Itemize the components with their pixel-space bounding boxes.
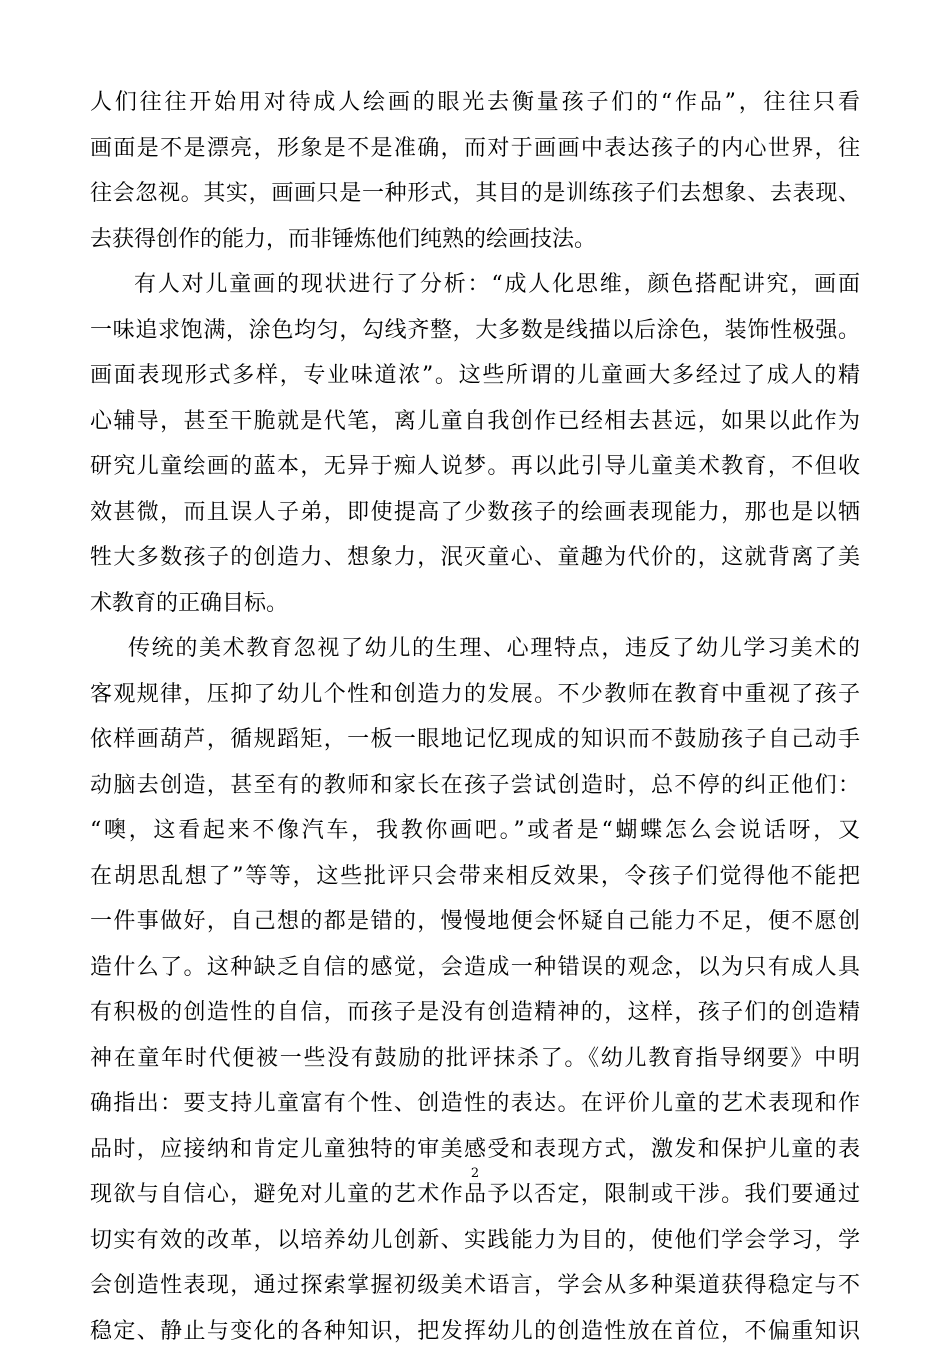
text-line: 去获得创作的能力，而非锤炼他们纯熟的绘画技法。 (90, 217, 860, 263)
text-line: 一件事做好，自己想的都是错的，慢慢地便会怀疑自己能力不足，便不愿创 (90, 899, 860, 945)
text-line: 一味追求饱满，涂色均匀，勾线齐整，大多数是线描以后涂色，装饰性极强。 (90, 308, 860, 354)
text-line: 客观规律，压抑了幼儿个性和创造力的发展。不少教师在教育中重视了孩子 (90, 672, 860, 718)
text-line: 效甚微，而且误人子弟，即使提高了少数孩子的绘画表现能力，那也是以牺 (90, 490, 860, 536)
text-line: 画面是不是漂亮，形象是不是准确，而对于画画中表达孩子的内心世界，往 (90, 126, 860, 172)
text-line: 心辅导，甚至干脆就是代笔，离儿童自我创作已经相去甚远，如果以此作为 (90, 399, 860, 445)
text-line: 牲大多数孩子的创造力、想象力，泯灭童心、童趣为代价的，这就背离了美 (90, 535, 860, 581)
text-line: 稳定、静止与变化的各种知识，把发挥幼儿的创造性放在首位，不偏重知识 (90, 1309, 860, 1354)
text-line: 画面表现形式多样，专业味道浓”。这些所谓的儿童画大多经过了成人的精 (90, 353, 860, 399)
text-line: 研究儿童绘画的蓝本，无异于痴人说梦。再以此引导儿童美术教育，不但收 (90, 444, 860, 490)
text-line: 确指出：要支持儿童富有个性、创造性的表达。在评价儿童的艺术表现和作 (90, 1081, 860, 1127)
text-line: 术教育的正确目标。 (90, 581, 860, 627)
text-line: 会创造性表现，通过探索掌握初级美术语言，学会从多种渠道获得稳定与不 (90, 1263, 860, 1309)
text-line: 品时，应接纳和肯定儿童独特的审美感受和表现方式，激发和保护儿童的表 (90, 1127, 860, 1173)
text-line: 神在童年时代便被一些没有鼓励的批评抹杀了。《幼儿教育指导纲要》中明 (90, 1036, 860, 1082)
text-line: “噢，这看起来不像汽车，我教你画吧。”或者是“蝴蝶怎么会说话呀，又 (90, 808, 860, 854)
text-line: 在胡思乱想了”等等，这些批评只会带来相反效果，令孩子们觉得他不能把 (90, 854, 860, 900)
text-line: 往会忽视。其实，画画只是一种形式，其目的是训练孩子们去想象、去表现、 (90, 171, 860, 217)
text-line: 依样画葫芦，循规蹈矩，一板一眼地记忆现成的知识而不鼓励孩子自己动手 (90, 717, 860, 763)
text-line: 动脑去创造，甚至有的教师和家长在孩子尝试创造时，总不停的纠正他们： (90, 763, 860, 809)
page-number: 2 (0, 1166, 950, 1181)
text-line: 有积极的创造性的自信，而孩子是没有创造精神的，这样，孩子们的创造精 (90, 990, 860, 1036)
text-line: 切实有效的改革，以培养幼儿创新、实践能力为目的，使他们学会学习，学 (90, 1218, 860, 1264)
text-line: 现欲与自信心，避免对儿童的艺术作品予以否定，限制或干涉。我们要通过 (90, 1172, 860, 1218)
text-line: 传统的美术教育忽视了幼儿的生理、心理特点，违反了幼儿学习美术的 (90, 626, 860, 672)
body-text (90, 80, 860, 1354)
text-line: 造什么了。这种缺乏自信的感觉，会造成一种错误的观念，以为只有成人具 (90, 945, 860, 991)
text-line: 有人对儿童画的现状进行了分析：“成人化思维，颜色搭配讲究，画面 (90, 262, 860, 308)
text-line: 人们往往开始用对待成人绘画的眼光去衡量孩子们的“作品”，往往只看 (90, 80, 860, 126)
